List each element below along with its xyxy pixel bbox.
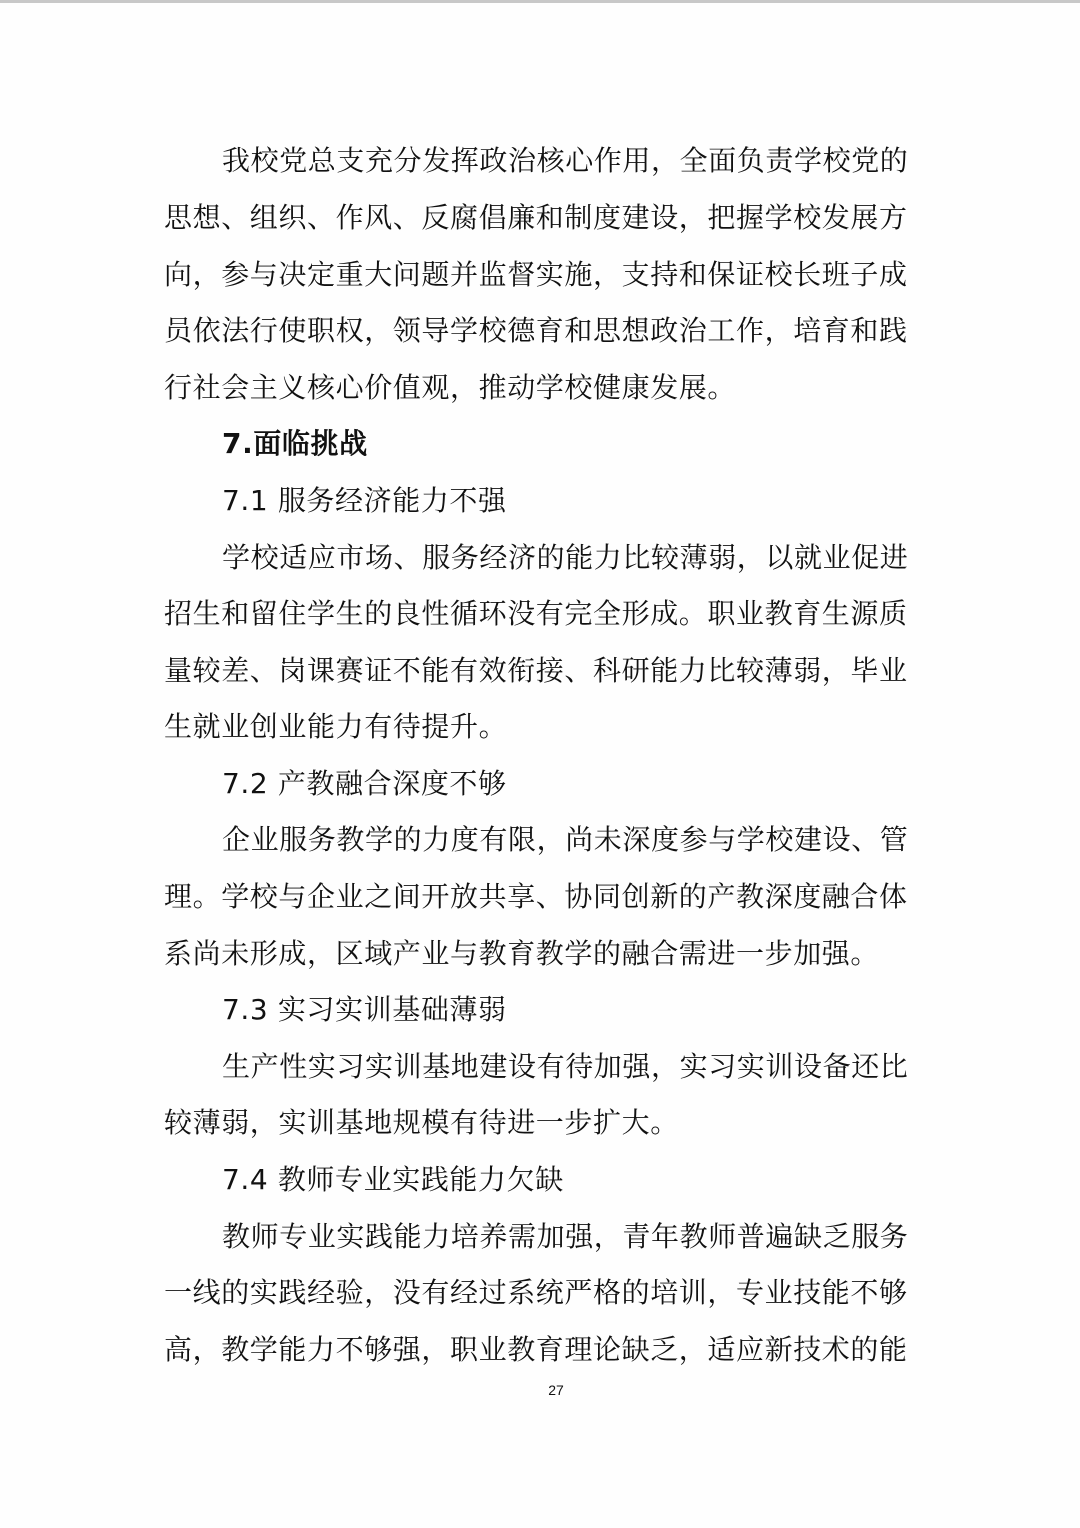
subsection-heading: 7.3 实习实训基础薄弱	[222, 993, 507, 1026]
paragraph-line: 高，教学能力不够强，职业教育理论缺乏，适应新技术的能	[164, 1333, 908, 1366]
paragraph-line: 思想、组织、作风、反腐倡廉和制度建设，把握学校发展方	[164, 201, 908, 234]
section-heading: 7.面临挑战	[222, 427, 368, 460]
paragraph-line: 员依法行使职权，领导学校德育和思想政治工作，培育和践	[164, 314, 908, 347]
paragraph-line: 较薄弱，实训基地规模有待进一步扩大。	[164, 1106, 679, 1139]
paragraph-line: 理。学校与企业之间开放共享、协同创新的产教深度融合体	[164, 880, 908, 913]
top-border	[0, 0, 1080, 3]
paragraph-line: 向，参与决定重大问题并监督实施，支持和保证校长班子成	[164, 258, 908, 291]
paragraph-line: 生就业创业能力有待提升。	[164, 710, 508, 743]
paragraph-line: 我校党总支充分发挥政治核心作用，全面负责学校党的	[222, 144, 909, 177]
paragraph-line: 学校适应市场、服务经济的能力比较薄弱，以就业促进	[222, 541, 909, 574]
subsection-heading: 7.1 服务经济能力不强	[222, 484, 507, 517]
paragraph-line: 行社会主义核心价值观，推动学校健康发展。	[164, 371, 737, 404]
subsection-heading: 7.2 产教融合深度不够	[222, 767, 507, 800]
paragraph-line: 教师专业实践能力培养需加强，青年教师普遍缺乏服务	[222, 1220, 909, 1253]
page-number: 27	[548, 1382, 564, 1398]
paragraph-line: 系尚未形成，区域产业与教育教学的融合需进一步加强。	[164, 937, 880, 970]
paragraph-line: 量较差、岗课赛证不能有效衔接、科研能力比较薄弱，毕业	[164, 654, 908, 687]
paragraph-line: 一线的实践经验，没有经过系统严格的培训，专业技能不够	[164, 1276, 908, 1309]
subsection-heading: 7.4 教师专业实践能力欠缺	[222, 1163, 564, 1196]
paragraph-line: 招生和留住学生的良性循环没有完全形成。职业教育生源质	[164, 597, 908, 630]
paragraph-line: 生产性实习实训基地建设有待加强，实习实训设备还比	[222, 1050, 909, 1083]
paragraph-line: 企业服务教学的力度有限，尚未深度参与学校建设、管	[222, 823, 909, 856]
